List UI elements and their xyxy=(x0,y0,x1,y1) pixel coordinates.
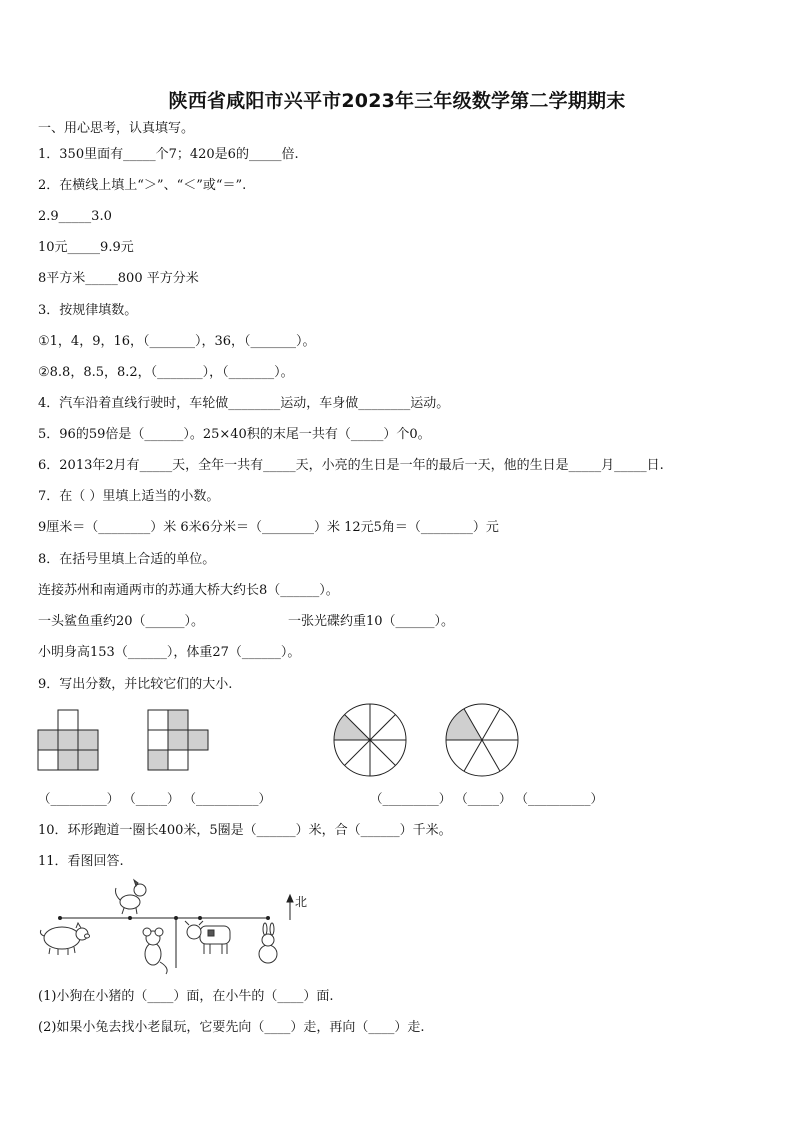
question-2b: 10元_____9.9元 xyxy=(38,240,134,255)
north-label: 北 xyxy=(295,895,308,909)
question-1: 1．350里面有_____个7；420是6的_____倍. xyxy=(38,147,299,162)
question-4: 4．汽车沿着直线行驶时，车轮做________运动，车身做________运动。 xyxy=(38,396,450,411)
question-8d: 小明身高153（______），体重27（______）。 xyxy=(38,645,301,660)
section-heading: 一、用心思考，认真填写。 xyxy=(38,121,195,136)
question-9: 9．写出分数，并比较它们的大小. xyxy=(38,677,233,692)
question-5: 5．96的59倍是（______）。25×40积的末尾一共有（_____）个0。 xyxy=(38,427,431,442)
animal-direction-figure xyxy=(36,878,326,978)
question-6: 6．2013年2月有_____天，全年一共有_____天，小亮的生日是一年的最后一天，他的生日是_____月_____日. xyxy=(38,458,664,473)
question-8: 8．在括号里填上合适的单位。 xyxy=(38,552,216,567)
question-10: 10．环形跑道一圈长400米，5圈是（______）米，合（______）千米。 xyxy=(38,823,452,838)
circle-sixths xyxy=(446,704,518,776)
question-8c: 一张光碟约重10（______）。 xyxy=(288,614,455,629)
pig-icon xyxy=(40,923,89,955)
grid-shapes-figure xyxy=(36,708,216,774)
question-3: 3．按规律填数。 xyxy=(38,303,138,318)
north-arrow-icon xyxy=(287,895,293,920)
question-11: 11．看图回答. xyxy=(38,854,124,869)
circle-fractions-figure xyxy=(332,702,522,782)
cow-icon xyxy=(185,921,230,954)
grid-shape-left xyxy=(38,710,98,770)
question-11b: (2)如果小兔去找小老鼠玩，它要先向（____）走，再向（____）走. xyxy=(38,1020,425,1035)
question-8b: 一头鲨鱼重约20（______）。 xyxy=(38,614,205,629)
dog-icon xyxy=(116,880,147,914)
question-7a: 9厘米＝（________）米 6米6分米＝（________）米 12元5角＝（________）元 xyxy=(38,520,499,535)
question-9-blanks-right: （_________） （_____） （__________） xyxy=(370,791,603,806)
question-11a: (1)小狗在小猪的（____）面，在小牛的（____）面. xyxy=(38,989,334,1004)
question-2a: 2.9_____3.0 xyxy=(38,209,112,224)
page-title: 陕西省咸阳市兴平市2023年三年级数学第二学期期末 xyxy=(168,90,626,112)
question-7: 7．在（ ）里填上适当的小数。 xyxy=(38,489,220,504)
question-9-blanks-left: （_________） （_____） （__________） xyxy=(38,791,271,806)
question-3a: ①1，4，9，16，（_______），36，（_______）。 xyxy=(38,334,316,349)
question-8a: 连接苏州和南通两市的苏通大桥大约长8（______）。 xyxy=(38,583,339,598)
grid-shape-right xyxy=(148,710,208,770)
question-2c: 8平方米_____800 平方分米 xyxy=(38,271,199,286)
rabbit-icon xyxy=(259,923,277,963)
question-3b: ②8.8，8.5，8.2，（_______），（_______）。 xyxy=(38,365,294,380)
question-2: 2．在横线上填上“＞”、“＜”或“＝”. xyxy=(38,178,247,193)
mouse-icon xyxy=(143,928,167,974)
circle-eighths xyxy=(334,704,406,776)
